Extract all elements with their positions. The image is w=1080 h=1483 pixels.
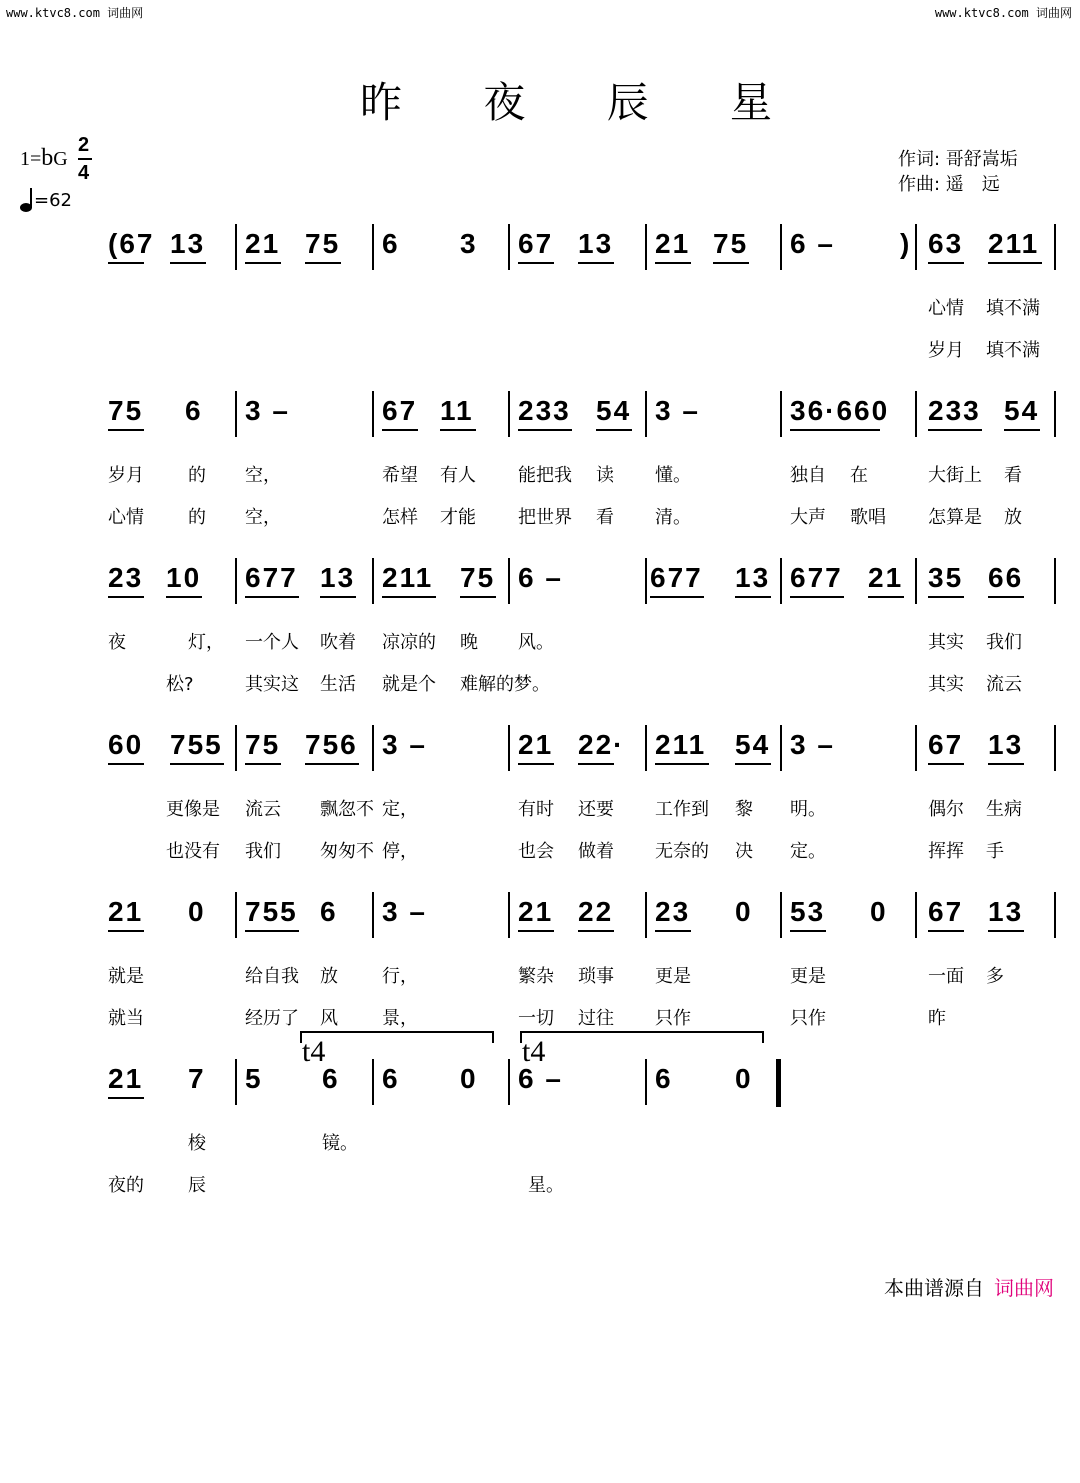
lyric-verse-2: 只作: [655, 1008, 691, 1029]
lyric-verse-1: 还要: [578, 799, 614, 820]
beam-line: [790, 596, 844, 598]
lyric-verse-2: 夜的: [108, 1175, 144, 1196]
beam-line: [440, 429, 476, 431]
beam-line: [790, 930, 826, 932]
lyric-verse-2: 生活: [320, 674, 356, 695]
bar-line: [372, 892, 374, 938]
lyric-verse-1: 在: [850, 465, 868, 486]
bar-line: [780, 725, 782, 771]
footer-source: 本曲谱源自: [884, 1276, 984, 1300]
watermark-right: www.ktvc8.com 词曲网: [934, 6, 1072, 20]
lyric-verse-1: 我们: [986, 632, 1022, 653]
beam-line: [1004, 429, 1040, 431]
note-group: 23: [108, 562, 144, 593]
note-group: 6: [322, 1063, 340, 1094]
beam-line: [382, 429, 418, 431]
beam-line: [460, 596, 496, 598]
meter-top: 2: [78, 134, 90, 156]
note-group: 3 –: [382, 729, 427, 760]
lyric-verse-1: 晚: [460, 632, 478, 653]
lyric-verse-2: 岁月: [928, 340, 964, 361]
bar-line: [645, 224, 647, 270]
beam-line: [245, 596, 299, 598]
bar-line: [645, 391, 647, 437]
lyric-verse-1: 工作到: [655, 799, 709, 820]
bar-line: [235, 224, 237, 270]
lyric-verse-2: 我们: [245, 841, 281, 862]
note-group: 6 –: [518, 1063, 563, 1094]
note-group: 60: [108, 729, 144, 760]
lyric-verse-1: 明。: [790, 799, 826, 820]
note-group: 21: [518, 729, 554, 760]
note-group: 13: [320, 562, 356, 593]
beam-line: [650, 596, 704, 598]
beam-line: [988, 262, 1042, 264]
lyric-verse-1: 琐事: [578, 966, 614, 987]
beam-line: [928, 429, 982, 431]
lyric-verse-2: 流云: [986, 674, 1022, 695]
beam-line: [166, 596, 202, 598]
lyric-verse-2: 过往: [578, 1008, 614, 1029]
note-group: 677: [650, 562, 703, 593]
note-group: 6: [382, 228, 400, 259]
lyric-verse-1: 大街上: [928, 465, 982, 486]
lyric-verse-2: 定。: [790, 841, 826, 862]
lyric-verse-2: 匆匆不: [320, 841, 374, 862]
lyric-verse-2: 大声: [790, 507, 826, 528]
note-group: 13: [988, 896, 1024, 927]
beam-line: [578, 930, 614, 932]
note-group: 6: [185, 395, 203, 426]
note-group: 10: [166, 562, 202, 593]
lyric-verse-2: 其实: [928, 674, 964, 695]
note-group: 677: [245, 562, 298, 593]
note-group: 6 –: [518, 562, 563, 593]
note-group: 21: [655, 228, 691, 259]
lyric-verse-1: 定，: [382, 799, 418, 820]
lyric-verse-2: 做着: [578, 841, 614, 862]
beam-line: [578, 262, 614, 264]
song-title: 昨 夜 辰 星: [360, 78, 807, 127]
volta-label: t4: [522, 1035, 546, 1068]
note-group: 36·660: [790, 395, 890, 426]
lyric-verse-1: 夜: [108, 632, 126, 653]
bar-line: [645, 558, 647, 604]
bar-line: [508, 725, 510, 771]
lyric-verse-1: 更像是: [166, 799, 220, 820]
beam-line: [108, 262, 144, 264]
bar-line: [645, 1059, 647, 1105]
lyric-verse-1: 岁月: [108, 465, 144, 486]
lyric-verse-2: 星。: [528, 1175, 564, 1196]
bar-line: [235, 1059, 237, 1105]
bar-line: [915, 224, 917, 270]
beam-line: [245, 262, 281, 264]
note-group: 756: [305, 729, 358, 760]
composer: 作曲: 遥 远: [898, 174, 1000, 195]
note-group: 54: [596, 395, 632, 426]
beam-line: [928, 930, 964, 932]
lyric-verse-2: 只作: [790, 1008, 826, 1029]
note-group: 75: [305, 228, 341, 259]
note-group: 6 –: [790, 228, 835, 259]
bar-line: [1054, 391, 1056, 437]
beam-line: [988, 930, 1024, 932]
lyric-verse-2: 手: [986, 841, 1004, 862]
beam-line: [713, 262, 749, 264]
note-group: 6: [382, 1063, 400, 1094]
note-group: 54: [735, 729, 771, 760]
beam-line: [790, 429, 880, 431]
beam-line: [305, 763, 359, 765]
bar-line: [780, 391, 782, 437]
note-group: 21: [108, 1063, 144, 1094]
footer-site: 词曲网: [994, 1276, 1054, 1300]
note-group: 233: [928, 395, 981, 426]
note-group: 21: [518, 896, 554, 927]
bar-line: [1054, 892, 1056, 938]
bar-line: [372, 391, 374, 437]
lyric-verse-2: 就是个: [382, 674, 436, 695]
lyric-verse-2: 怎样: [382, 507, 418, 528]
key-prefix: 1=: [20, 148, 42, 170]
key-tonic: G: [53, 148, 68, 170]
lyric-verse-2: 也会: [518, 841, 554, 862]
lyric-verse-2: 才能: [440, 507, 476, 528]
note-group: 3 –: [790, 729, 835, 760]
beam-line: [988, 763, 1024, 765]
lyric-verse-2: 也没有: [166, 841, 220, 862]
beam-line: [108, 429, 144, 431]
note-group: 22·: [578, 729, 625, 760]
bar-line: [780, 558, 782, 604]
note-group: 0: [188, 896, 206, 927]
note-group: 11: [440, 395, 474, 426]
lyric-verse-2: 心情: [108, 507, 144, 528]
beam-line: [518, 763, 554, 765]
beam-line: [108, 1097, 144, 1099]
bar-line: [508, 391, 510, 437]
note-group: 75: [713, 228, 749, 259]
tempo-mark: [20, 188, 72, 212]
tempo-value: =62: [34, 190, 72, 211]
note-group: 3 –: [655, 395, 700, 426]
volta-bracket: [520, 1031, 764, 1043]
note-group: 63: [928, 228, 964, 259]
bar-line: [1054, 224, 1056, 270]
note-group: 211: [382, 562, 434, 593]
bar-line: [508, 1059, 510, 1105]
lyric-verse-2: 的: [188, 507, 206, 528]
bar-line: [372, 558, 374, 604]
note-group: 0: [735, 896, 753, 927]
lyric-verse-2: 填不满: [986, 340, 1040, 361]
beam-line: [578, 763, 614, 765]
note-group: 21: [108, 896, 144, 927]
lyric-verse-2: 空，: [245, 507, 281, 528]
lyric-verse-1: 有人: [440, 465, 476, 486]
note-group: 211: [655, 729, 707, 760]
lyric-verse-2: 昨: [928, 1008, 946, 1029]
bar-line: [508, 224, 510, 270]
volta-bracket: [300, 1031, 494, 1043]
lyric-verse-1: 希望: [382, 465, 418, 486]
lyric-verse-2: 怎算是: [928, 507, 982, 528]
lyric-verse-1: 就是: [108, 966, 144, 987]
lyric-verse-2: 难解的梦。: [460, 674, 550, 695]
lyric-verse-1: 空，: [245, 465, 281, 486]
beam-line: [245, 763, 281, 765]
note-group: 67: [928, 896, 964, 927]
lyric-verse-1: 生病: [986, 799, 1022, 820]
lyric-verse-2: 歌唱: [850, 507, 886, 528]
note-group: 0: [460, 1063, 478, 1094]
beam-line: [320, 596, 356, 598]
note-group: 67: [928, 729, 964, 760]
note-group: 13: [170, 228, 206, 259]
lyric-verse-1: 一面: [928, 966, 964, 987]
bar-line: [780, 892, 782, 938]
lyric-verse-2: 景，: [382, 1008, 418, 1029]
note-group: (67: [108, 228, 155, 259]
bar-line: [372, 1059, 374, 1105]
lyric-verse-2: 看: [596, 507, 614, 528]
note-group: 755: [170, 729, 223, 760]
lyric-verse-1: 多: [986, 966, 1004, 987]
note-group: 21: [245, 228, 281, 259]
beam-line: [928, 763, 964, 765]
note-group: 67: [518, 228, 554, 259]
final-barline: [776, 1059, 781, 1107]
lyric-verse-1: 偶尔: [928, 799, 964, 820]
bar-line: [915, 558, 917, 604]
beam-line: [928, 262, 964, 264]
beam-line: [928, 596, 964, 598]
lyric-verse-1: 心情: [928, 298, 964, 319]
lyric-verse-1: 梭: [188, 1133, 206, 1154]
beam-line: [382, 596, 436, 598]
lyric-verse-1: 风。: [518, 632, 554, 653]
lyric-verse-1: 看: [1004, 465, 1022, 486]
lyric-verse-2: 其实这: [245, 674, 299, 695]
lyric-verse-1: 独自: [790, 465, 826, 486]
bar-line: [508, 892, 510, 938]
lyric-verse-1: 灯，: [188, 632, 224, 653]
note-group: 0: [870, 896, 888, 927]
lyric-verse-1: 更是: [655, 966, 691, 987]
note-group: 5: [245, 1063, 263, 1094]
meter-line: [78, 158, 92, 160]
beam-line: [245, 930, 299, 932]
lyric-verse-1: 读: [596, 465, 614, 486]
note-group: 6: [320, 896, 338, 927]
beam-line: [655, 930, 691, 932]
note-group: 67: [382, 395, 418, 426]
beam-line: [170, 262, 206, 264]
beam-line: [655, 262, 691, 264]
lyric-verse-2: 经历了: [245, 1008, 299, 1029]
note-group: 22: [578, 896, 614, 927]
bar-line: [372, 224, 374, 270]
lyric-verse-1: 一个人: [245, 632, 299, 653]
bar-line: [235, 725, 237, 771]
note-group: ): [900, 228, 912, 259]
note-group: 13: [735, 562, 771, 593]
note-group: 3 –: [382, 896, 427, 927]
note-group: 233: [518, 395, 571, 426]
note-group: 211: [988, 228, 1040, 259]
beam-line: [108, 596, 144, 598]
lyric-verse-1: 能把我: [518, 465, 572, 486]
meter-bottom: 4: [78, 162, 90, 184]
note-group: 23: [655, 896, 691, 927]
quarter-note-icon: [20, 188, 34, 212]
lyric-verse-1: 的: [188, 465, 206, 486]
lyric-verse-2: 松?: [166, 674, 194, 695]
bar-line: [915, 892, 917, 938]
bar-line: [645, 725, 647, 771]
lyric-verse-1: 吹着: [320, 632, 356, 653]
bar-line: [1054, 558, 1056, 604]
flat-sign: b: [41, 145, 54, 171]
note-group: 75: [460, 562, 496, 593]
lyric-verse-1: 流云: [245, 799, 281, 820]
note-group: 755: [245, 896, 298, 927]
note-group: 7: [188, 1063, 206, 1094]
note-group: 0: [735, 1063, 753, 1094]
note-group: 66: [988, 562, 1024, 593]
lyric-verse-1: 懂。: [655, 465, 691, 486]
beam-line: [655, 763, 709, 765]
lyric-verse-1: 黎: [735, 799, 753, 820]
note-group: 13: [988, 729, 1024, 760]
beam-line: [735, 596, 771, 598]
lyric-verse-2: 把世界: [518, 507, 572, 528]
key-signature: [20, 145, 68, 172]
beam-line: [518, 930, 554, 932]
bar-line: [915, 391, 917, 437]
note-group: 53: [790, 896, 826, 927]
note-group: 35: [928, 562, 964, 593]
beam-line: [108, 763, 144, 765]
lyric-verse-1: 放: [320, 966, 338, 987]
note-group: 75: [108, 395, 144, 426]
bar-line: [235, 391, 237, 437]
bar-line: [235, 558, 237, 604]
lyric-verse-2: 挥挥: [928, 841, 964, 862]
beam-line: [988, 596, 1024, 598]
lyric-verse-1: 凉凉的: [382, 632, 436, 653]
lyric-verse-2: 无奈的: [655, 841, 709, 862]
beam-line: [735, 763, 771, 765]
lyric-verse-1: 更是: [790, 966, 826, 987]
bar-line: [235, 892, 237, 938]
lyricist: 作词: 哥舒嵩垢: [898, 149, 1018, 170]
beam-line: [868, 596, 904, 598]
lyric-verse-1: 有时: [518, 799, 554, 820]
lyric-verse-1: 给自我: [245, 966, 299, 987]
note-group: 75: [245, 729, 281, 760]
lyric-verse-2: 一切: [518, 1008, 554, 1029]
beam-line: [305, 262, 341, 264]
note-group: 21: [868, 562, 904, 593]
bar-line: [1054, 725, 1056, 771]
lyric-verse-1: 其实: [928, 632, 964, 653]
lyric-verse-2: 就当: [108, 1008, 144, 1029]
bar-line: [372, 725, 374, 771]
lyric-verse-2: 辰: [188, 1175, 206, 1196]
lyric-verse-1: 繁杂: [518, 966, 554, 987]
note-group: 3: [460, 228, 478, 259]
volta-label: t4: [302, 1035, 326, 1068]
lyric-verse-2: 风: [320, 1008, 338, 1029]
beam-line: [518, 429, 572, 431]
note-group: 677: [790, 562, 843, 593]
lyric-verse-1: 行，: [382, 966, 418, 987]
bar-line: [645, 892, 647, 938]
bar-line: [780, 224, 782, 270]
lyric-verse-1: 镜。: [322, 1133, 358, 1154]
note-group: 3 –: [245, 395, 290, 426]
note-group: 13: [578, 228, 614, 259]
watermark-left: www.ktvc8.com 词曲网: [6, 6, 144, 20]
lyric-verse-1: 填不满: [986, 298, 1040, 319]
note-group: 6: [655, 1063, 673, 1094]
lyric-verse-2: 决: [735, 841, 753, 862]
beam-line: [108, 930, 144, 932]
bar-line: [508, 558, 510, 604]
beam-line: [518, 262, 554, 264]
beam-line: [596, 429, 632, 431]
beam-line: [170, 763, 224, 765]
lyric-verse-2: 放: [1004, 507, 1022, 528]
bar-line: [915, 725, 917, 771]
lyric-verse-1: 飘忽不: [320, 799, 374, 820]
lyric-verse-2: 清。: [655, 507, 691, 528]
note-group: 54: [1004, 395, 1040, 426]
lyric-verse-2: 停，: [382, 841, 418, 862]
